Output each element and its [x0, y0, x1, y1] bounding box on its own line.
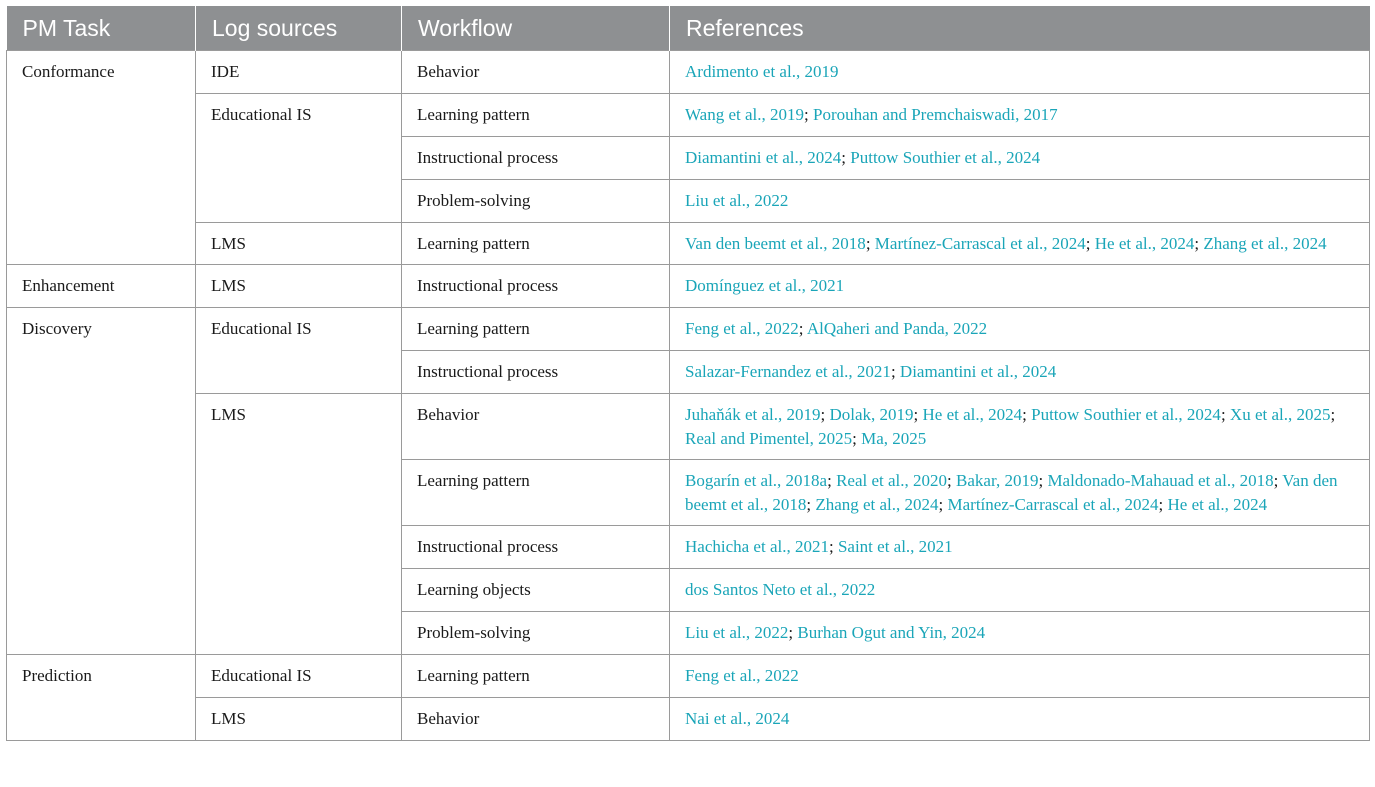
- workflow-cell: Learning pattern: [402, 459, 670, 525]
- reference-link[interactable]: Diamantini et al., 2024: [685, 148, 842, 167]
- reference-link[interactable]: Porouhan and Premchaiswadi, 2017: [813, 105, 1058, 124]
- pm-task-cell: Discovery: [7, 307, 196, 654]
- workflow-cell: Instructional process: [402, 525, 670, 568]
- reference-link[interactable]: Salazar-Fernandez et al., 2021: [685, 361, 891, 381]
- reference-link[interactable]: He et al., 2024: [922, 404, 1023, 424]
- table-row: [7, 223, 1370, 265]
- pm-task-cell: Prediction: [7, 654, 196, 740]
- workflow-cell: Behavior: [402, 51, 670, 94]
- reference-separator: ;: [788, 622, 798, 642]
- reference-link[interactable]: Van den beemt et al., 2018: [685, 470, 1338, 514]
- reference-separator: ;: [806, 495, 816, 514]
- reference-separator: ;: [947, 470, 957, 490]
- reference-link[interactable]: Puttow Southier et al., 2024: [850, 148, 1041, 167]
- reference-link[interactable]: Saint et al., 2021: [837, 536, 953, 556]
- reference-link[interactable]: Diamantini et al., 2024: [899, 361, 1057, 381]
- references-cell: [670, 94, 1370, 137]
- reference-link[interactable]: Van den beemt et al., 2018: [685, 234, 866, 253]
- log-source-cell: LMS: [196, 697, 402, 740]
- reference-separator: ;: [865, 234, 875, 253]
- reference-link[interactable]: Xu et al., 2025: [1229, 404, 1331, 424]
- table-body: [7, 51, 1370, 741]
- reference-link[interactable]: Liu et al., 2022: [685, 191, 789, 210]
- reference-separator: ;: [938, 495, 948, 514]
- workflow-cell: Instructional process: [402, 264, 670, 307]
- log-source-cell: Educational IS: [196, 307, 402, 393]
- workflow-cell: Instructional process: [402, 137, 670, 180]
- reference-separator: ;: [1273, 470, 1283, 490]
- header-log-sources: Log sources: [196, 6, 402, 51]
- log-source-cell: IDE: [196, 51, 402, 94]
- reference-link[interactable]: dos Santos Neto et al., 2022: [685, 579, 876, 599]
- references-cell: [670, 180, 1370, 223]
- references-cell: [670, 393, 1370, 459]
- table-row: [7, 94, 1370, 137]
- references-cell: [670, 697, 1370, 740]
- header-references: References: [670, 6, 1370, 51]
- table-row: [7, 393, 1370, 459]
- reference-link[interactable]: Martínez-Carrascal et al., 2024: [947, 495, 1159, 514]
- references-cell: [670, 459, 1370, 525]
- references-cell: [670, 137, 1370, 180]
- references-cell: [670, 223, 1370, 265]
- reference-separator: ;: [1330, 404, 1336, 424]
- workflow-cell: Problem-solving: [402, 611, 670, 654]
- reference-separator: ;: [828, 536, 838, 556]
- references-cell: [670, 611, 1370, 654]
- reference-separator: ;: [827, 470, 837, 490]
- header-workflow: Workflow: [402, 6, 670, 51]
- reference-separator: ;: [1220, 404, 1230, 424]
- reference-link[interactable]: Wang et al., 2019: [685, 105, 805, 124]
- reference-link[interactable]: Maldonado-Mahauad et al., 2018: [1047, 470, 1274, 490]
- reference-separator: ;: [804, 105, 814, 124]
- reference-separator: ;: [1038, 470, 1048, 490]
- reference-link[interactable]: Liu et al., 2022: [685, 622, 789, 642]
- header-row: [7, 6, 1370, 51]
- workflow-cell: Problem-solving: [402, 180, 670, 223]
- workflow-cell: Behavior: [402, 697, 670, 740]
- table-row: [7, 697, 1370, 740]
- reference-separator: ;: [1158, 495, 1168, 514]
- references-cell: [670, 264, 1370, 307]
- reference-link[interactable]: Juhaňák et al., 2019: [685, 404, 821, 424]
- reference-link[interactable]: Real and Pimentel, 2025: [685, 429, 853, 448]
- references-cell: [670, 350, 1370, 393]
- references-cell: [670, 654, 1370, 697]
- reference-link[interactable]: Feng et al., 2022: [685, 665, 799, 685]
- reference-link[interactable]: Dolak, 2019: [829, 404, 914, 424]
- table-row: [7, 51, 1370, 94]
- reference-link[interactable]: AlQaheri and Panda, 2022: [806, 318, 988, 338]
- workflow-cell: Learning objects: [402, 568, 670, 611]
- reference-separator: ;: [852, 429, 862, 448]
- references-cell: [670, 568, 1370, 611]
- pm-task-cell: Conformance: [7, 51, 196, 265]
- workflow-cell: Behavior: [402, 393, 670, 459]
- log-source-cell: LMS: [196, 264, 402, 307]
- reference-link[interactable]: Burhan Ogut and Yin, 2024: [797, 622, 986, 642]
- references-cell: [670, 307, 1370, 350]
- header-pm-task: PM Task: [7, 6, 196, 51]
- reference-link[interactable]: He et al., 2024: [1167, 495, 1268, 514]
- reference-link[interactable]: Feng et al., 2022: [685, 318, 799, 338]
- reference-separator: ;: [913, 404, 923, 424]
- log-source-cell: LMS: [196, 223, 402, 265]
- reference-link[interactable]: Puttow Southier et al., 2024: [1031, 404, 1221, 424]
- reference-separator: ;: [1194, 234, 1204, 253]
- table-row: [7, 307, 1370, 350]
- reference-link[interactable]: Nai et al., 2024: [685, 708, 790, 728]
- reference-link[interactable]: Zhang et al., 2024: [1203, 234, 1327, 253]
- reference-link[interactable]: Real et al., 2020: [836, 470, 948, 490]
- reference-separator: ;: [1022, 404, 1032, 424]
- workflow-cell: Learning pattern: [402, 223, 670, 265]
- workflow-cell: Learning pattern: [402, 307, 670, 350]
- reference-link[interactable]: Ardimento et al., 2019: [685, 62, 839, 81]
- log-source-cell: LMS: [196, 393, 402, 654]
- references-cell: [670, 51, 1370, 94]
- reference-link[interactable]: Domínguez et al., 2021: [685, 275, 845, 295]
- workflow-cell: Learning pattern: [402, 94, 670, 137]
- pm-task-table: [6, 6, 1370, 741]
- reference-link[interactable]: Zhang et al., 2024: [815, 495, 939, 514]
- reference-separator: ;: [798, 318, 807, 338]
- workflow-cell: Instructional process: [402, 350, 670, 393]
- pm-task-cell: Enhancement: [7, 264, 196, 307]
- reference-link[interactable]: Bogarín et al., 2018a: [685, 470, 828, 490]
- table-row: [7, 654, 1370, 697]
- reference-separator: ;: [890, 361, 900, 381]
- log-source-cell: Educational IS: [196, 654, 402, 697]
- log-source-cell: Educational IS: [196, 94, 402, 223]
- reference-link[interactable]: Hachicha et al., 2021: [685, 536, 829, 556]
- reference-link[interactable]: Bakar, 2019: [956, 470, 1039, 490]
- table-row: [7, 264, 1370, 307]
- reference-separator: ;: [841, 148, 851, 167]
- table-header: [7, 6, 1370, 51]
- reference-link[interactable]: Martínez-Carrascal et al., 2024: [874, 234, 1086, 253]
- workflow-cell: Learning pattern: [402, 654, 670, 697]
- references-cell: [670, 525, 1370, 568]
- reference-separator: ;: [820, 404, 830, 424]
- reference-separator: ;: [1085, 234, 1095, 253]
- reference-link[interactable]: He et al., 2024: [1094, 234, 1195, 253]
- reference-link[interactable]: Ma, 2025: [861, 429, 927, 448]
